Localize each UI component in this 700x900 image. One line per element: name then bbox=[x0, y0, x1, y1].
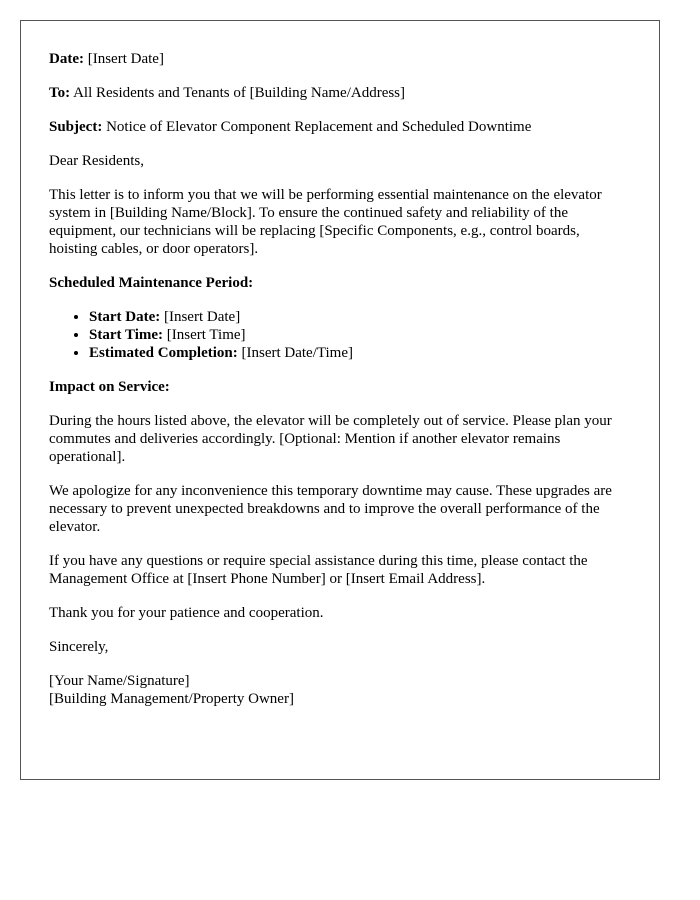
date-value: [Insert Date] bbox=[87, 51, 164, 67]
schedule-item-label: Start Date: bbox=[89, 309, 161, 325]
schedule-item-completion bbox=[89, 344, 631, 362]
to-label: To: bbox=[49, 85, 71, 101]
subject-line bbox=[49, 118, 631, 136]
subject-label: Subject: bbox=[49, 119, 103, 135]
signature-name: [Your Name/Signature] bbox=[49, 673, 190, 689]
schedule-item-start-date bbox=[89, 308, 631, 326]
schedule-item-start-time bbox=[89, 326, 631, 344]
impact-heading: Impact on Service: bbox=[49, 379, 170, 395]
schedule-heading: Scheduled Maintenance Period: bbox=[49, 275, 254, 291]
schedule-item-value: [Insert Time] bbox=[166, 327, 246, 343]
schedule-item-label: Estimated Completion: bbox=[89, 345, 238, 361]
contact-paragraph: If you have any questions or require special assistance during this time, please contact the Management Office at [Insert Phone Number] or [Insert Email Address]. bbox=[49, 553, 588, 587]
closing: Sincerely, bbox=[49, 639, 109, 655]
schedule-item-label: Start Time: bbox=[89, 327, 164, 343]
signature-block bbox=[49, 672, 631, 708]
subject-value: Notice of Elevator Component Replacement and Scheduled Downtime bbox=[106, 119, 532, 135]
to-value: All Residents and Tenants of [Building Name/Address] bbox=[73, 85, 406, 101]
apology-paragraph: We apologize for any inconvenience this temporary downtime may cause. These upgrades are necessary to prevent unexpected breakdowns and to improve the overall performance of the elevator. bbox=[49, 483, 612, 535]
thanks-paragraph: Thank you for your patience and cooperation. bbox=[49, 605, 324, 621]
schedule-list bbox=[49, 308, 631, 362]
impact-paragraph: During the hours listed above, the elevator will be completely out of service. Please plan your commutes and deliveries accordingly. [Optional: Mention if another elevator remains operational]. bbox=[49, 413, 612, 465]
salutation: Dear Residents, bbox=[49, 153, 144, 169]
intro-paragraph: This letter is to inform you that we will be performing essential maintenance on the elevator system in [Building Name/Block]. To ensure the continued safety and reliability of the equipment, our technicians will be replacing [Specific Components, e.g., control boards, hoisting cables, or door operators]. bbox=[49, 187, 602, 257]
letter-container bbox=[20, 20, 660, 780]
date-line bbox=[49, 50, 631, 68]
date-label: Date: bbox=[49, 51, 84, 67]
schedule-item-value: [Insert Date/Time] bbox=[241, 345, 354, 361]
signature-org: [Building Management/Property Owner] bbox=[49, 691, 294, 707]
recipient-line bbox=[49, 84, 631, 102]
schedule-item-value: [Insert Date] bbox=[163, 309, 241, 325]
